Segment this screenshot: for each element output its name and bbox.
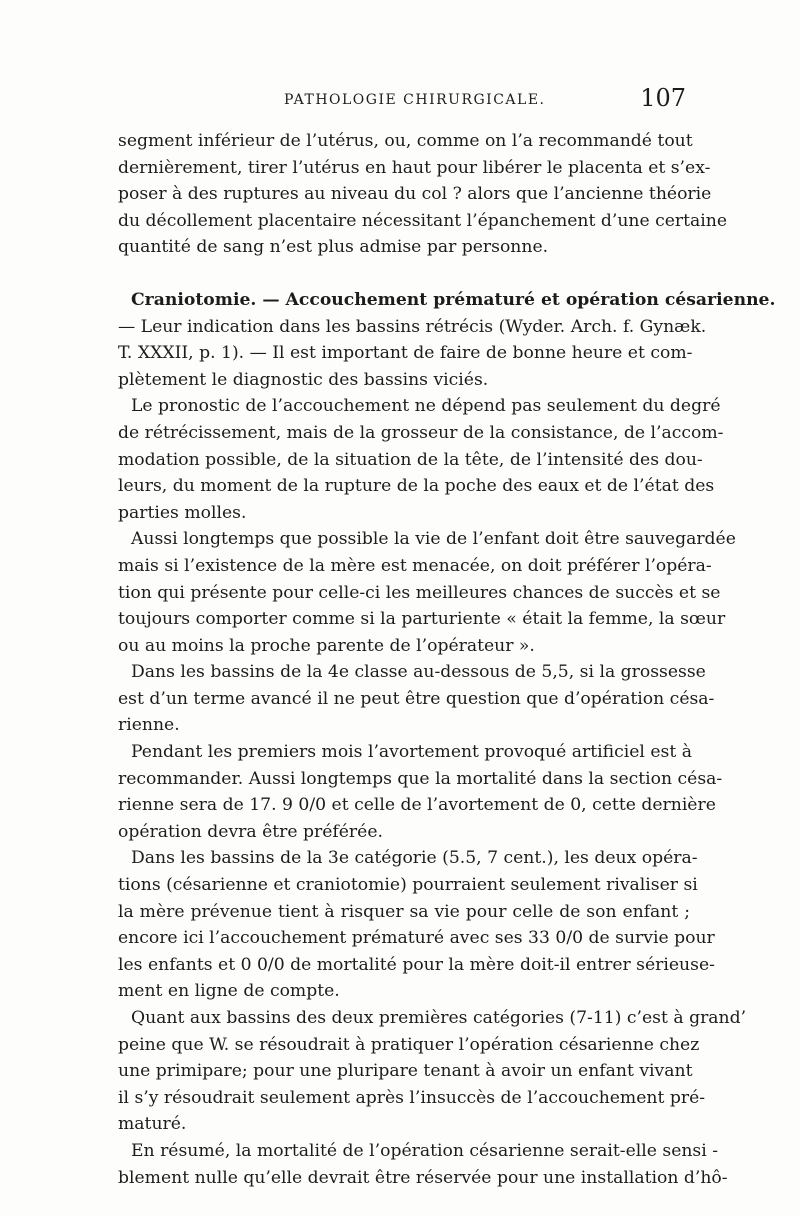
paragraph-5 bbox=[118, 659, 715, 739]
text-line: maturé. bbox=[118, 1114, 187, 1135]
text-line: segment inférieur de l’utérus, ou, comme on l’a recommandé tout bbox=[118, 131, 693, 151]
text-line: est d’un terme avancé il ne peut être question que d’opération césa- bbox=[118, 688, 715, 709]
text-line: du décollement placentaire nécessitant l’épanchement d’une certaine bbox=[118, 210, 728, 231]
text-line: Quant aux bassins des deux premières catégories (7-11) c’est à grand’ bbox=[131, 1008, 747, 1028]
text-line: toujours comporter comme si la parturiente « était la femme, la sœur bbox=[118, 609, 726, 630]
text-line: il s’y résoudrait seulement après l’insuccès de l’accouchement pré- bbox=[118, 1087, 706, 1108]
text-line: les enfants et 0 0/0 de mortalité pour la mère doit-il entrer sérieuse- bbox=[118, 954, 715, 975]
text-line: Dans les bassins de la 4e classe au-dessous de 5,5, si la grossesse bbox=[131, 662, 706, 683]
text-line: rienne. bbox=[118, 715, 180, 736]
text-line: mais si l’existence de la mère est menacée, on doit préférer l’opéra- bbox=[118, 555, 712, 576]
text-line: poser à des ruptures au niveau du col ? alors que l’ancienne théorie bbox=[118, 184, 712, 205]
text-line: parties molles. bbox=[118, 502, 247, 523]
text-line: peine que W. se résoudrait à pratiquer l’opération césarienne chez bbox=[118, 1034, 700, 1055]
running-header-title: PATHOLOGIE CHIRURGICALE. bbox=[284, 92, 546, 108]
text-line: modation possible, de la situation de la tête, de l’intensité des dou- bbox=[118, 449, 703, 470]
text-line: la mère prévenue tient à risquer sa vie pour celle de son enfant ; bbox=[118, 901, 690, 922]
paragraph-9 bbox=[118, 1138, 728, 1191]
text-line: rienne sera de 17. 9 0/0 et celle de l’avortement de 0, cette dernière bbox=[118, 795, 716, 816]
text-line: leurs, du moment de la rupture de la poche des eaux et de l’état des bbox=[118, 476, 715, 497]
text-line: de rétrécissement, mais de la grosseur de la consistance, de l’accom- bbox=[118, 422, 724, 443]
text-line: ou au moins la proche parente de l’opérateur ». bbox=[118, 635, 535, 656]
text-line: En résumé, la mortalité de l’opération césarienne serait-elle sensi - bbox=[131, 1140, 719, 1161]
paragraph-8 bbox=[118, 1005, 747, 1138]
text-line: T. XXXII, p. 1). — Il est important de faire de bonne heure et com- bbox=[118, 343, 693, 364]
text-line: Dans les bassins de la 3e catégorie (5.5, 7 cent.), les deux opéra- bbox=[131, 848, 698, 869]
text-line: tions (césarienne et craniotomie) pourraient seulement rivaliser si bbox=[118, 875, 698, 896]
text-line: blement nulle qu’elle devrait être réservée pour une installation d’hô- bbox=[118, 1167, 728, 1188]
text-line: une primipare; pour une pluripare tenant à avoir un enfant vivant bbox=[118, 1061, 693, 1082]
text-line: tion qui présente pour celle-ci les meilleures chances de succès et se bbox=[118, 582, 721, 603]
paragraph-1 bbox=[118, 128, 728, 261]
text-line: recommander. Aussi longtemps que la mortalité dans la section césa- bbox=[118, 768, 723, 789]
document-page bbox=[118, 84, 776, 1191]
paragraph-3 bbox=[118, 393, 724, 526]
text-line: encore ici l’accouchement prématuré avec ses 33 0/0 de survie pour bbox=[118, 928, 715, 949]
section-heading-paragraph bbox=[118, 287, 776, 393]
text-line: — Leur indication dans les bassins rétrécis (Wyder. Arch. f. Gynæk. bbox=[118, 316, 707, 337]
text-line: opération devra être préférée. bbox=[118, 821, 383, 842]
running-header bbox=[118, 84, 690, 128]
paragraph-4 bbox=[118, 526, 736, 659]
text-line: Pendant les premiers mois l’avortement provoqué artificiel est à bbox=[131, 742, 692, 763]
paragraph-6 bbox=[118, 739, 723, 845]
text-line: Aussi longtemps que possible la vie de l’enfant doit être sauvegardée bbox=[131, 529, 736, 550]
section-heading: Craniotomie. — Accouchement prématuré et opération césarienne. bbox=[131, 289, 776, 310]
text-line: quantité de sang n’est plus admise par personne. bbox=[118, 237, 549, 258]
text-line: plètement le diagnostic des bassins viciés. bbox=[118, 369, 489, 390]
text-line: ment en ligne de compte. bbox=[118, 981, 340, 1002]
text-line: dernièrement, tirer l’utérus en haut pour libérer le placenta et s’ex- bbox=[118, 157, 711, 178]
section-gap bbox=[118, 261, 690, 287]
paragraph-7 bbox=[118, 845, 715, 1005]
text-line: Le pronostic de l’accouchement ne dépend pas seulement du degré bbox=[131, 396, 721, 417]
page-number: 107 bbox=[640, 84, 686, 112]
